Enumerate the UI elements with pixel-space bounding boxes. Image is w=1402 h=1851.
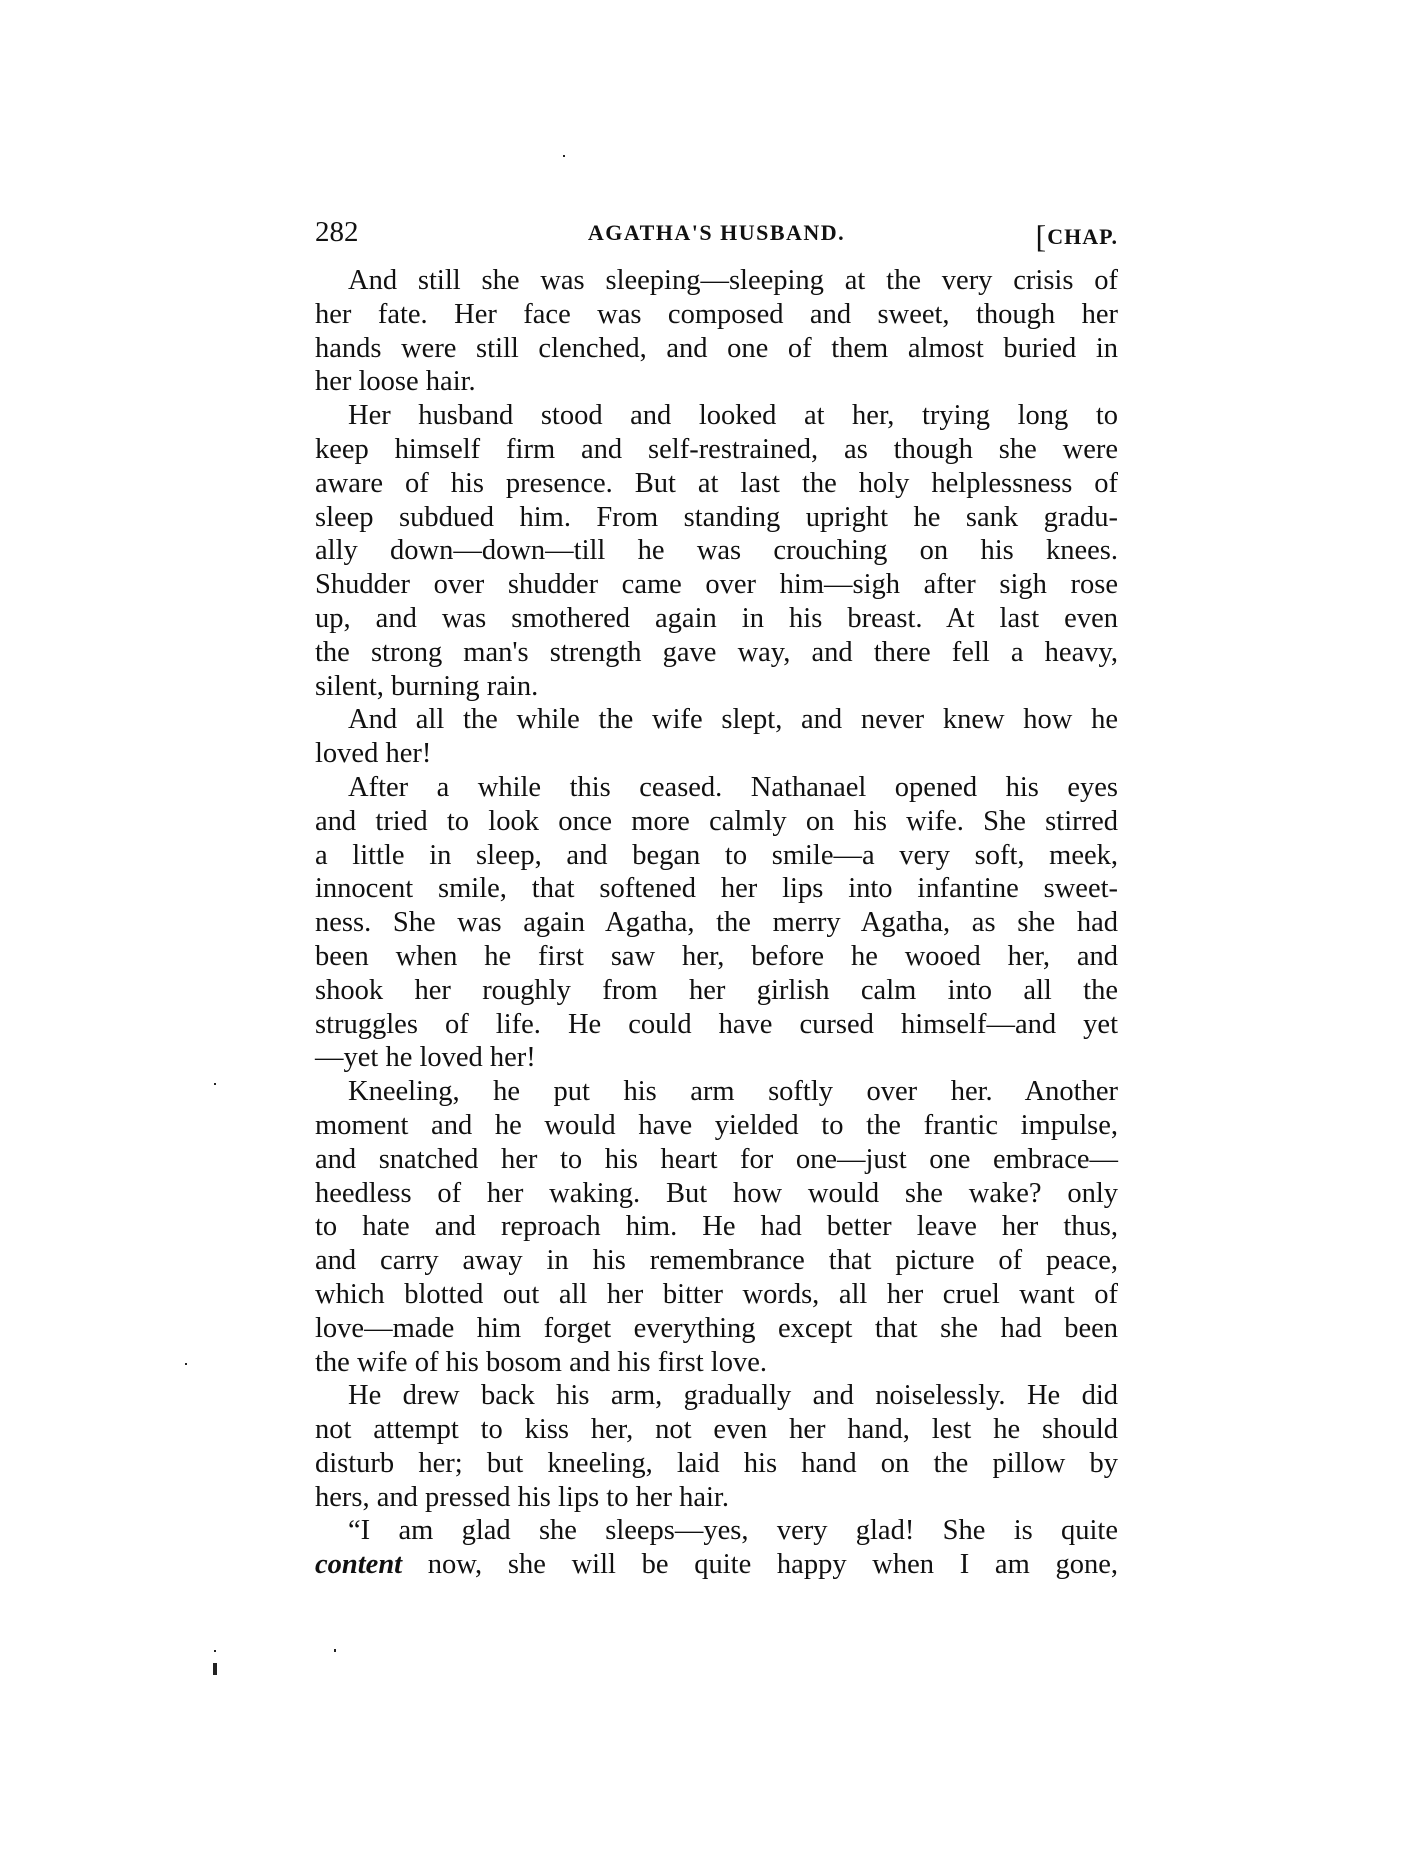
scan-speck (213, 1663, 217, 1675)
text-line: been when he first saw her, before he wooed her, and (315, 940, 1118, 972)
text-line: ally down—down—till he was crouching on his knees. (315, 535, 1118, 567)
chapter-label (1036, 218, 1118, 255)
text-line: And all the while the wife slept, and never knew how he (348, 704, 1118, 736)
text-line: disturb her; but kneeling, laid his hand on the pillow by (315, 1447, 1118, 1479)
running-title: AGATHA'S HUSBAND. (587, 220, 846, 245)
text-line: And still she was sleeping—sleeping at the very crisis of (348, 265, 1118, 296)
text-line: silent, burning rain. (315, 670, 539, 702)
text-line: Shudder over shudder came over him—sigh after sigh rose (315, 569, 1118, 601)
text-line: shook her roughly from her girlish calm into all the (315, 974, 1118, 1006)
text-line: her loose hair. (315, 366, 476, 398)
text-line: the wife of his bosom and his first love. (315, 1346, 767, 1378)
text-line: innocent smile, that softened her lips into infantine sweet- (315, 873, 1118, 905)
text-line: Kneeling, he put his arm softly over her. Another (348, 1076, 1118, 1108)
paragraph (315, 703, 1118, 771)
text-line: He drew back his arm, gradually and noiselessly. He did (348, 1380, 1118, 1412)
text-line: ness. She was again Agatha, the merry Agatha, as she had (315, 907, 1118, 939)
paragraph (315, 399, 1118, 703)
paragraph (315, 771, 1118, 1075)
text-line: hands were still clenched, and one of them almost buried in (315, 332, 1118, 364)
italic-word: content (315, 1549, 403, 1581)
text-line: “I am glad she sleeps—yes, very glad! She is quite (348, 1515, 1118, 1547)
chapter-label-text: CHAP. (1047, 224, 1118, 249)
text-line: love—made him forget everything except that she had been (315, 1312, 1118, 1344)
page-body-text (315, 264, 1118, 1582)
text-line: to hate and reproach him. He had better leave her thus, (315, 1211, 1118, 1243)
text-line: sleep subdued him. From standing upright he sank gradu- (315, 501, 1118, 533)
text-line: keep himself firm and self-restrained, as though she were (315, 433, 1118, 465)
text-line: which blotted out all her bitter words, all her cruel want of (315, 1278, 1118, 1310)
text-line: Her husband stood and looked at her, trying long to (348, 400, 1118, 432)
paragraph (315, 1514, 1118, 1582)
text-line: loved her! (315, 738, 432, 770)
text-line: moment and he would have yielded to the frantic impulse, (315, 1109, 1118, 1141)
scan-speck (185, 1363, 187, 1365)
scan-speck (214, 1083, 216, 1085)
text-line: After a while this ceased. Nathanael opened his eyes (348, 771, 1118, 803)
text-line: not attempt to kiss her, not even her hand, lest he should (315, 1414, 1118, 1446)
text-line: hers, and pressed his lips to her hair. (315, 1481, 729, 1513)
running-header (315, 216, 1118, 256)
text-line: aware of his presence. But at last the holy helplessness of (315, 467, 1118, 499)
text-line: and carry away in his remembrance that picture of peace, (315, 1245, 1118, 1277)
page-number: 282 (315, 216, 359, 248)
text-line: her fate. Her face was composed and sweet, though her (315, 298, 1118, 330)
text-line (315, 1548, 1118, 1582)
text-line: the strong man's strength gave way, and there fell a heavy, (315, 636, 1118, 668)
text-line: up, and was smothered again in his breast. At last even (315, 602, 1118, 634)
text-line: and tried to look once more calmly on his wife. She stirred (315, 805, 1118, 837)
text-line: struggles of life. He could have cursed himself—and yet (315, 1008, 1118, 1040)
paragraph (315, 1075, 1118, 1379)
paragraph (315, 1379, 1118, 1514)
text-line: and snatched her to his heart for one—just one embrace— (315, 1143, 1118, 1175)
text-line: —yet he loved her! (315, 1042, 536, 1074)
scan-speck (214, 1650, 216, 1652)
scan-speck (563, 155, 565, 157)
chapter-bracket: [ (1035, 218, 1048, 254)
scan-speck (334, 1649, 336, 1652)
text-line: a little in sleep, and began to smile—a very soft, meek, (315, 839, 1118, 871)
text-line: heedless of her waking. But how would she wake? only (315, 1177, 1118, 1209)
paragraph (315, 264, 1118, 399)
line-text: now, she will be quite happy when I am gone, (402, 1549, 1118, 1581)
